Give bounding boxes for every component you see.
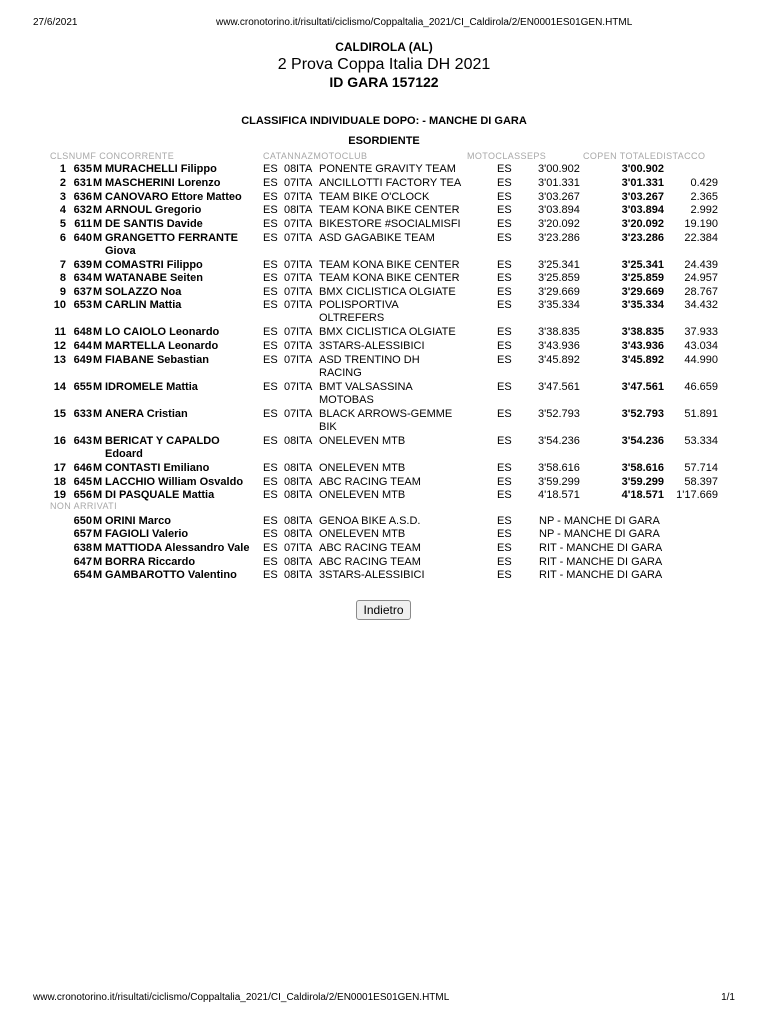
nationality: ITA (296, 462, 313, 474)
total-time: 3'23.286 (621, 232, 664, 244)
birth-year: 07 (284, 218, 297, 230)
class: ES (497, 286, 512, 298)
run-time: 3'59.299 (538, 476, 580, 488)
position: 12 (53, 340, 66, 352)
category: ES (263, 286, 278, 298)
competitor-name: COMASTRI Filippo (105, 259, 203, 271)
class: ES (497, 163, 512, 175)
competitor-name: LACCHIO William Osvaldo (105, 476, 244, 488)
team-name: TEAM BIKE O'CLOCK (319, 191, 430, 203)
competitor-name: FAGIOLI Valerio (105, 528, 189, 540)
class: ES (497, 462, 512, 474)
position: 4 (59, 204, 66, 216)
position: 13 (53, 354, 66, 366)
class: ES (497, 354, 512, 366)
status-text: RIT - MANCHE DI GARA (539, 542, 663, 554)
gap-time: 22.384 (684, 232, 718, 244)
run-time: 3'01.331 (538, 177, 580, 189)
total-time: 3'03.267 (621, 191, 664, 203)
birth-year: 07 (284, 354, 297, 366)
birth-year: 07 (284, 259, 297, 271)
competitor-name: IDROMELE Mattia (105, 381, 198, 393)
team-name: BIKESTORE #SOCIALMISFI (319, 218, 461, 230)
competitor-name: FIABANE Sebastian (105, 354, 209, 366)
competitor-name: MURACHELLI Filippo (105, 163, 217, 175)
class: ES (497, 340, 512, 352)
class: ES (497, 218, 512, 230)
team-name: BMX CICLISTICA OLGIATE (319, 286, 456, 298)
nationality: ITA (296, 528, 313, 540)
category: ES (263, 381, 278, 393)
team-name: ABC RACING TEAM (319, 556, 421, 568)
gender: M (93, 569, 103, 581)
position: 6 (59, 232, 66, 244)
category: ES (263, 272, 278, 284)
gap-time: 19.190 (684, 218, 718, 230)
bib-number: 638 (73, 542, 92, 554)
category: ES (263, 218, 278, 230)
gender: M (93, 381, 103, 393)
gap-time: 44.990 (684, 354, 718, 366)
team-name-cont: RACING (319, 367, 362, 379)
team-name: 3STARS-ALESSIBICI (319, 340, 425, 352)
bib-number: 645 (73, 476, 92, 488)
position: 8 (59, 272, 66, 284)
team-name: TEAM KONA BIKE CENTER (319, 204, 460, 216)
category: ES (263, 340, 278, 352)
category: ES (263, 299, 278, 311)
status-text: NP - MANCHE DI GARA (539, 528, 660, 540)
team-name: BMX CICLISTICA OLGIATE (319, 326, 456, 338)
total-time: 3'35.334 (621, 299, 664, 311)
category: ES (263, 163, 278, 175)
bib-number: 637 (73, 286, 92, 298)
run-time: 3'03.267 (538, 191, 580, 203)
gap-time: 28.767 (684, 286, 718, 298)
team-name: ABC RACING TEAM (319, 542, 421, 554)
competitor-name: ANERA Cristian (105, 408, 188, 420)
competitor-name: DE SANTIS Davide (105, 218, 203, 230)
class: ES (497, 542, 512, 554)
class: ES (497, 381, 512, 393)
gender: M (93, 191, 103, 203)
competitor-name-cont: Edoard (105, 448, 143, 460)
total-time: 3'52.793 (621, 408, 664, 420)
gender: M (93, 204, 103, 216)
total-time: 3'54.236 (621, 435, 664, 447)
competitor-name: CONTASTI Emiliano (105, 462, 210, 474)
competitor-name: DI PASQUALE Mattia (105, 489, 215, 501)
nationality: ITA (296, 515, 313, 527)
nationality: ITA (296, 191, 313, 203)
competitor-name: LO CAIOLO Leonardo (105, 326, 220, 338)
team-name: TEAM KONA BIKE CENTER (319, 272, 460, 284)
competitor-name: ARNOUL Gregorio (105, 204, 202, 216)
run-time: 3'00.902 (538, 163, 580, 175)
bib-number: 647 (73, 556, 92, 568)
run-time: 3'45.892 (538, 354, 580, 366)
class: ES (497, 259, 512, 271)
position: 1 (59, 163, 66, 175)
category: ES (263, 476, 278, 488)
bib-number: 632 (73, 204, 92, 216)
total-time: 3'29.669 (621, 286, 664, 298)
run-time: 3'03.894 (538, 204, 580, 216)
class: ES (497, 528, 512, 540)
bib-number: 650 (73, 515, 92, 527)
gender: M (93, 354, 103, 366)
total-time: 3'59.299 (621, 476, 664, 488)
class: ES (497, 191, 512, 203)
category: ES (263, 354, 278, 366)
competitor-name: SOLAZZO Noa (105, 286, 182, 298)
bib-number: 640 (73, 232, 92, 244)
nationality: ITA (296, 272, 313, 284)
status-text: NP - MANCHE DI GARA (539, 515, 660, 527)
bib-number: 631 (73, 177, 92, 189)
competitor-name: MARTELLA Leonardo (105, 340, 219, 352)
category: ES (263, 259, 278, 271)
bib-number: 633 (73, 408, 92, 420)
team-name: ASD GAGABIKE TEAM (319, 232, 435, 244)
gap-time: 51.891 (684, 408, 718, 420)
event-title: 2 Prova Coppa Italia DH 2021 (277, 56, 491, 73)
print-footer-url: www.cronotorino.it/risultati/ciclismo/Coppaltalia_2021/CI_Caldirola/2/EN0001ES01GEN.HTML (33, 992, 450, 1003)
team-name: PONENTE GRAVITY TEAM (319, 163, 456, 175)
gap-time: 1'17.669 (676, 489, 718, 501)
total-time: 3'00.902 (621, 163, 664, 175)
category: ES (263, 191, 278, 203)
bib-number: 635 (73, 163, 92, 175)
category: ES (263, 556, 278, 568)
class: ES (497, 272, 512, 284)
birth-year: 08 (284, 528, 297, 540)
nationality: ITA (296, 204, 313, 216)
class: ES (497, 476, 512, 488)
gender: M (93, 272, 103, 284)
position: 5 (59, 218, 66, 230)
position: 18 (53, 476, 66, 488)
birth-year: 07 (284, 542, 297, 554)
run-time: 3'25.859 (538, 272, 580, 284)
gender: M (93, 299, 103, 311)
birth-year: 08 (284, 476, 297, 488)
nationality: ITA (296, 259, 313, 271)
category: ES (263, 515, 278, 527)
run-time: 3'20.092 (538, 218, 580, 230)
gender: M (93, 340, 103, 352)
gap-time: 46.659 (684, 381, 718, 393)
category: ES (263, 204, 278, 216)
position: 14 (53, 381, 66, 393)
gap-time: 58.397 (684, 476, 718, 488)
back-button[interactable]: Indietro (356, 600, 411, 620)
birth-year: 08 (284, 163, 297, 175)
nationality: ITA (296, 476, 313, 488)
status-text: RIT - MANCHE DI GARA (539, 556, 663, 568)
competitor-name: GAMBAROTTO Valentino (105, 569, 237, 581)
category: ES (263, 569, 278, 581)
birth-year: 08 (284, 515, 297, 527)
birth-year: 07 (284, 340, 297, 352)
total-time: 3'25.859 (621, 272, 664, 284)
birth-year: 07 (284, 381, 297, 393)
competitor-name: WATANABE Seiten (105, 272, 203, 284)
column-header-class: MOTOCLASSEPS (467, 151, 547, 161)
bib-number: 657 (73, 528, 92, 540)
competitor-name: MATTIODA Alessandro Vale (105, 542, 250, 554)
competitor-name: CARLIN Mattia (105, 299, 182, 311)
class: ES (497, 515, 512, 527)
gender: M (93, 476, 103, 488)
nationality: ITA (296, 232, 313, 244)
position: 9 (59, 286, 66, 298)
position: 3 (59, 191, 66, 203)
nationality: ITA (296, 542, 313, 554)
run-time: 3'47.561 (538, 381, 580, 393)
competitor-name: BERICAT Y CAPALDO (105, 435, 220, 447)
gap-time: 24.439 (684, 259, 718, 271)
class: ES (497, 556, 512, 568)
class: ES (497, 326, 512, 338)
team-name: POLISPORTIVA (319, 299, 399, 311)
event-location: CALDIROLA (AL) (335, 40, 433, 54)
total-time: 3'45.892 (621, 354, 664, 366)
gap-time: 37.933 (684, 326, 718, 338)
gender: M (93, 528, 103, 540)
gap-time: 53.334 (684, 435, 718, 447)
team-name: ONELEVEN MTB (319, 462, 406, 474)
team-name: BLACK ARROWS-GEMME (319, 408, 453, 420)
nationality: ITA (296, 299, 313, 311)
class: ES (497, 177, 512, 189)
nationality: ITA (296, 556, 313, 568)
total-time: 3'58.616 (621, 462, 664, 474)
birth-year: 07 (284, 191, 297, 203)
gap-time: 24.957 (684, 272, 718, 284)
birth-year: 07 (284, 299, 297, 311)
bib-number: 646 (73, 462, 92, 474)
birth-year: 08 (284, 569, 297, 581)
total-time: 3'25.341 (621, 259, 664, 271)
gender: M (93, 326, 103, 338)
run-time: 3'23.286 (538, 232, 580, 244)
competitor-name: ORINI Marco (105, 515, 172, 527)
run-time: 4'18.571 (538, 489, 580, 501)
category: ES (263, 462, 278, 474)
birth-year: 08 (284, 462, 297, 474)
run-time: 3'35.334 (538, 299, 580, 311)
gender: M (93, 556, 103, 568)
bib-number: 648 (73, 326, 92, 338)
team-name-cont: BIK (319, 421, 337, 433)
gender: M (93, 489, 103, 501)
nationality: ITA (296, 354, 313, 366)
class: ES (497, 408, 512, 420)
category: ES (263, 177, 278, 189)
total-time: 3'20.092 (621, 218, 664, 230)
bib-number: 643 (73, 435, 92, 447)
run-time: 3'43.936 (538, 340, 580, 352)
team-name: ONELEVEN MTB (319, 528, 406, 540)
nationality: ITA (296, 489, 313, 501)
class: ES (497, 232, 512, 244)
birth-year: 08 (284, 435, 297, 447)
print-footer (0, 992, 768, 1006)
run-time: 3'25.341 (538, 259, 580, 271)
nationality: ITA (296, 326, 313, 338)
position: 15 (53, 408, 66, 420)
class: ES (497, 489, 512, 501)
page-number: 1/1 (721, 992, 735, 1003)
bib-number: 611 (74, 218, 92, 230)
nationality: ITA (296, 569, 313, 581)
team-name: 3STARS-ALESSIBICI (319, 569, 425, 581)
birth-year: 07 (284, 326, 297, 338)
total-time: 3'03.894 (621, 204, 664, 216)
birth-year: 08 (284, 556, 297, 568)
nationality: ITA (296, 408, 313, 420)
non-finishers-label: NON ARRIVATI (50, 501, 117, 511)
gender: M (93, 542, 103, 554)
run-time: 3'58.616 (538, 462, 580, 474)
position: 7 (59, 259, 66, 271)
gender: M (93, 435, 103, 447)
category: ES (263, 408, 278, 420)
team-name: ONELEVEN MTB (319, 489, 406, 501)
run-time: 3'54.236 (538, 435, 580, 447)
bib-number: 634 (73, 272, 92, 284)
total-time: 4'18.571 (621, 489, 664, 501)
bib-number: 656 (73, 489, 92, 501)
competitor-name: GRANGETTO FERRANTE (105, 232, 239, 244)
team-name: ABC RACING TEAM (319, 476, 421, 488)
team-name-cont: MOTOBAS (319, 394, 374, 406)
position: 17 (53, 462, 66, 474)
total-time: 3'47.561 (621, 381, 664, 393)
bib-number: 655 (73, 381, 92, 393)
team-name-cont: OLTREFERS (319, 312, 385, 324)
gender: M (93, 218, 103, 230)
birth-year: 07 (284, 408, 297, 420)
total-time: 3'01.331 (621, 177, 664, 189)
gender: M (93, 177, 103, 189)
competitor-name: BORRA Riccardo (105, 556, 196, 568)
gap-time: 0.429 (690, 177, 718, 189)
position: 11 (54, 326, 66, 338)
team-name: ANCILLOTTI FACTORY TEA (319, 177, 462, 189)
gender: M (93, 232, 103, 244)
gender: M (93, 408, 103, 420)
nationality: ITA (296, 177, 313, 189)
bib-number: 644 (73, 340, 92, 352)
category: ES (263, 326, 278, 338)
category: ES (263, 232, 278, 244)
nationality: ITA (296, 340, 313, 352)
nationality: ITA (296, 435, 313, 447)
class: ES (497, 299, 512, 311)
class: ES (497, 204, 512, 216)
gender: M (93, 286, 103, 298)
team-name: GENOA BIKE A.S.D. (319, 515, 421, 527)
column-header-competitor: CLSNUMF CONCORRENTE (50, 151, 175, 161)
nationality: ITA (296, 218, 313, 230)
birth-year: 07 (284, 177, 297, 189)
birth-year: 08 (284, 204, 297, 216)
column-header-club: CATANNAZMOTOCLUB (263, 151, 368, 161)
bib-number: 636 (73, 191, 92, 203)
gap-time: 57.714 (684, 462, 718, 474)
class: ES (497, 435, 512, 447)
nationality: ITA (296, 286, 313, 298)
team-name: BMT VALSASSINA (319, 381, 413, 393)
column-header-total: COPEN TOTALEDISTACCO (583, 151, 706, 161)
position: 10 (53, 299, 66, 311)
birth-year: 07 (284, 232, 297, 244)
gender: M (93, 163, 103, 175)
bib-number: 639 (73, 259, 92, 271)
gap-time: 34.432 (684, 299, 718, 311)
bib-number: 653 (73, 299, 92, 311)
position: 19 (53, 489, 66, 501)
run-time: 3'38.835 (538, 326, 580, 338)
birth-year: 08 (284, 489, 297, 501)
position: 16 (53, 435, 66, 447)
gap-time: 43.034 (684, 340, 718, 352)
competitor-name: MASCHERINI Lorenzo (105, 177, 221, 189)
total-time: 3'38.835 (621, 326, 664, 338)
print-url: www.cronotorino.it/risultati/ciclismo/Coppaltalia_2021/CI_Caldirola/2/EN0001ES01GEN.HTML (216, 17, 633, 28)
position: 2 (59, 177, 66, 189)
category: ES (263, 528, 278, 540)
competitor-name-cont: Giova (105, 245, 136, 257)
nationality: ITA (296, 163, 313, 175)
team-name: TEAM KONA BIKE CENTER (319, 259, 460, 271)
class: ES (497, 569, 512, 581)
run-time: 3'29.669 (538, 286, 580, 298)
birth-year: 07 (284, 286, 297, 298)
gap-time: 2.365 (690, 191, 718, 203)
gender: M (93, 462, 103, 474)
classification-title: CLASSIFICA INDIVIDUALE DOPO: - MANCHE DI GARA (241, 115, 527, 127)
category: ES (263, 542, 278, 554)
gender: M (93, 259, 103, 271)
bib-number: 649 (73, 354, 92, 366)
gender: M (93, 515, 103, 527)
race-id: ID GARA 157122 (329, 74, 439, 90)
print-date: 27/6/2021 (33, 17, 78, 28)
run-time: 3'52.793 (538, 408, 580, 420)
status-text: RIT - MANCHE DI GARA (539, 569, 663, 581)
category: ES (263, 489, 278, 501)
category: ES (263, 435, 278, 447)
team-name: ASD TRENTINO DH (319, 354, 420, 366)
gap-time: 2.992 (690, 204, 718, 216)
nationality: ITA (296, 381, 313, 393)
total-time: 3'43.936 (621, 340, 664, 352)
team-name: ONELEVEN MTB (319, 435, 406, 447)
bib-number: 654 (73, 569, 92, 581)
competitor-name: CANOVARO Ettore Matteo (105, 191, 242, 203)
print-header (0, 17, 768, 31)
birth-year: 07 (284, 272, 297, 284)
category-title: ESORDIENTE (348, 135, 420, 147)
